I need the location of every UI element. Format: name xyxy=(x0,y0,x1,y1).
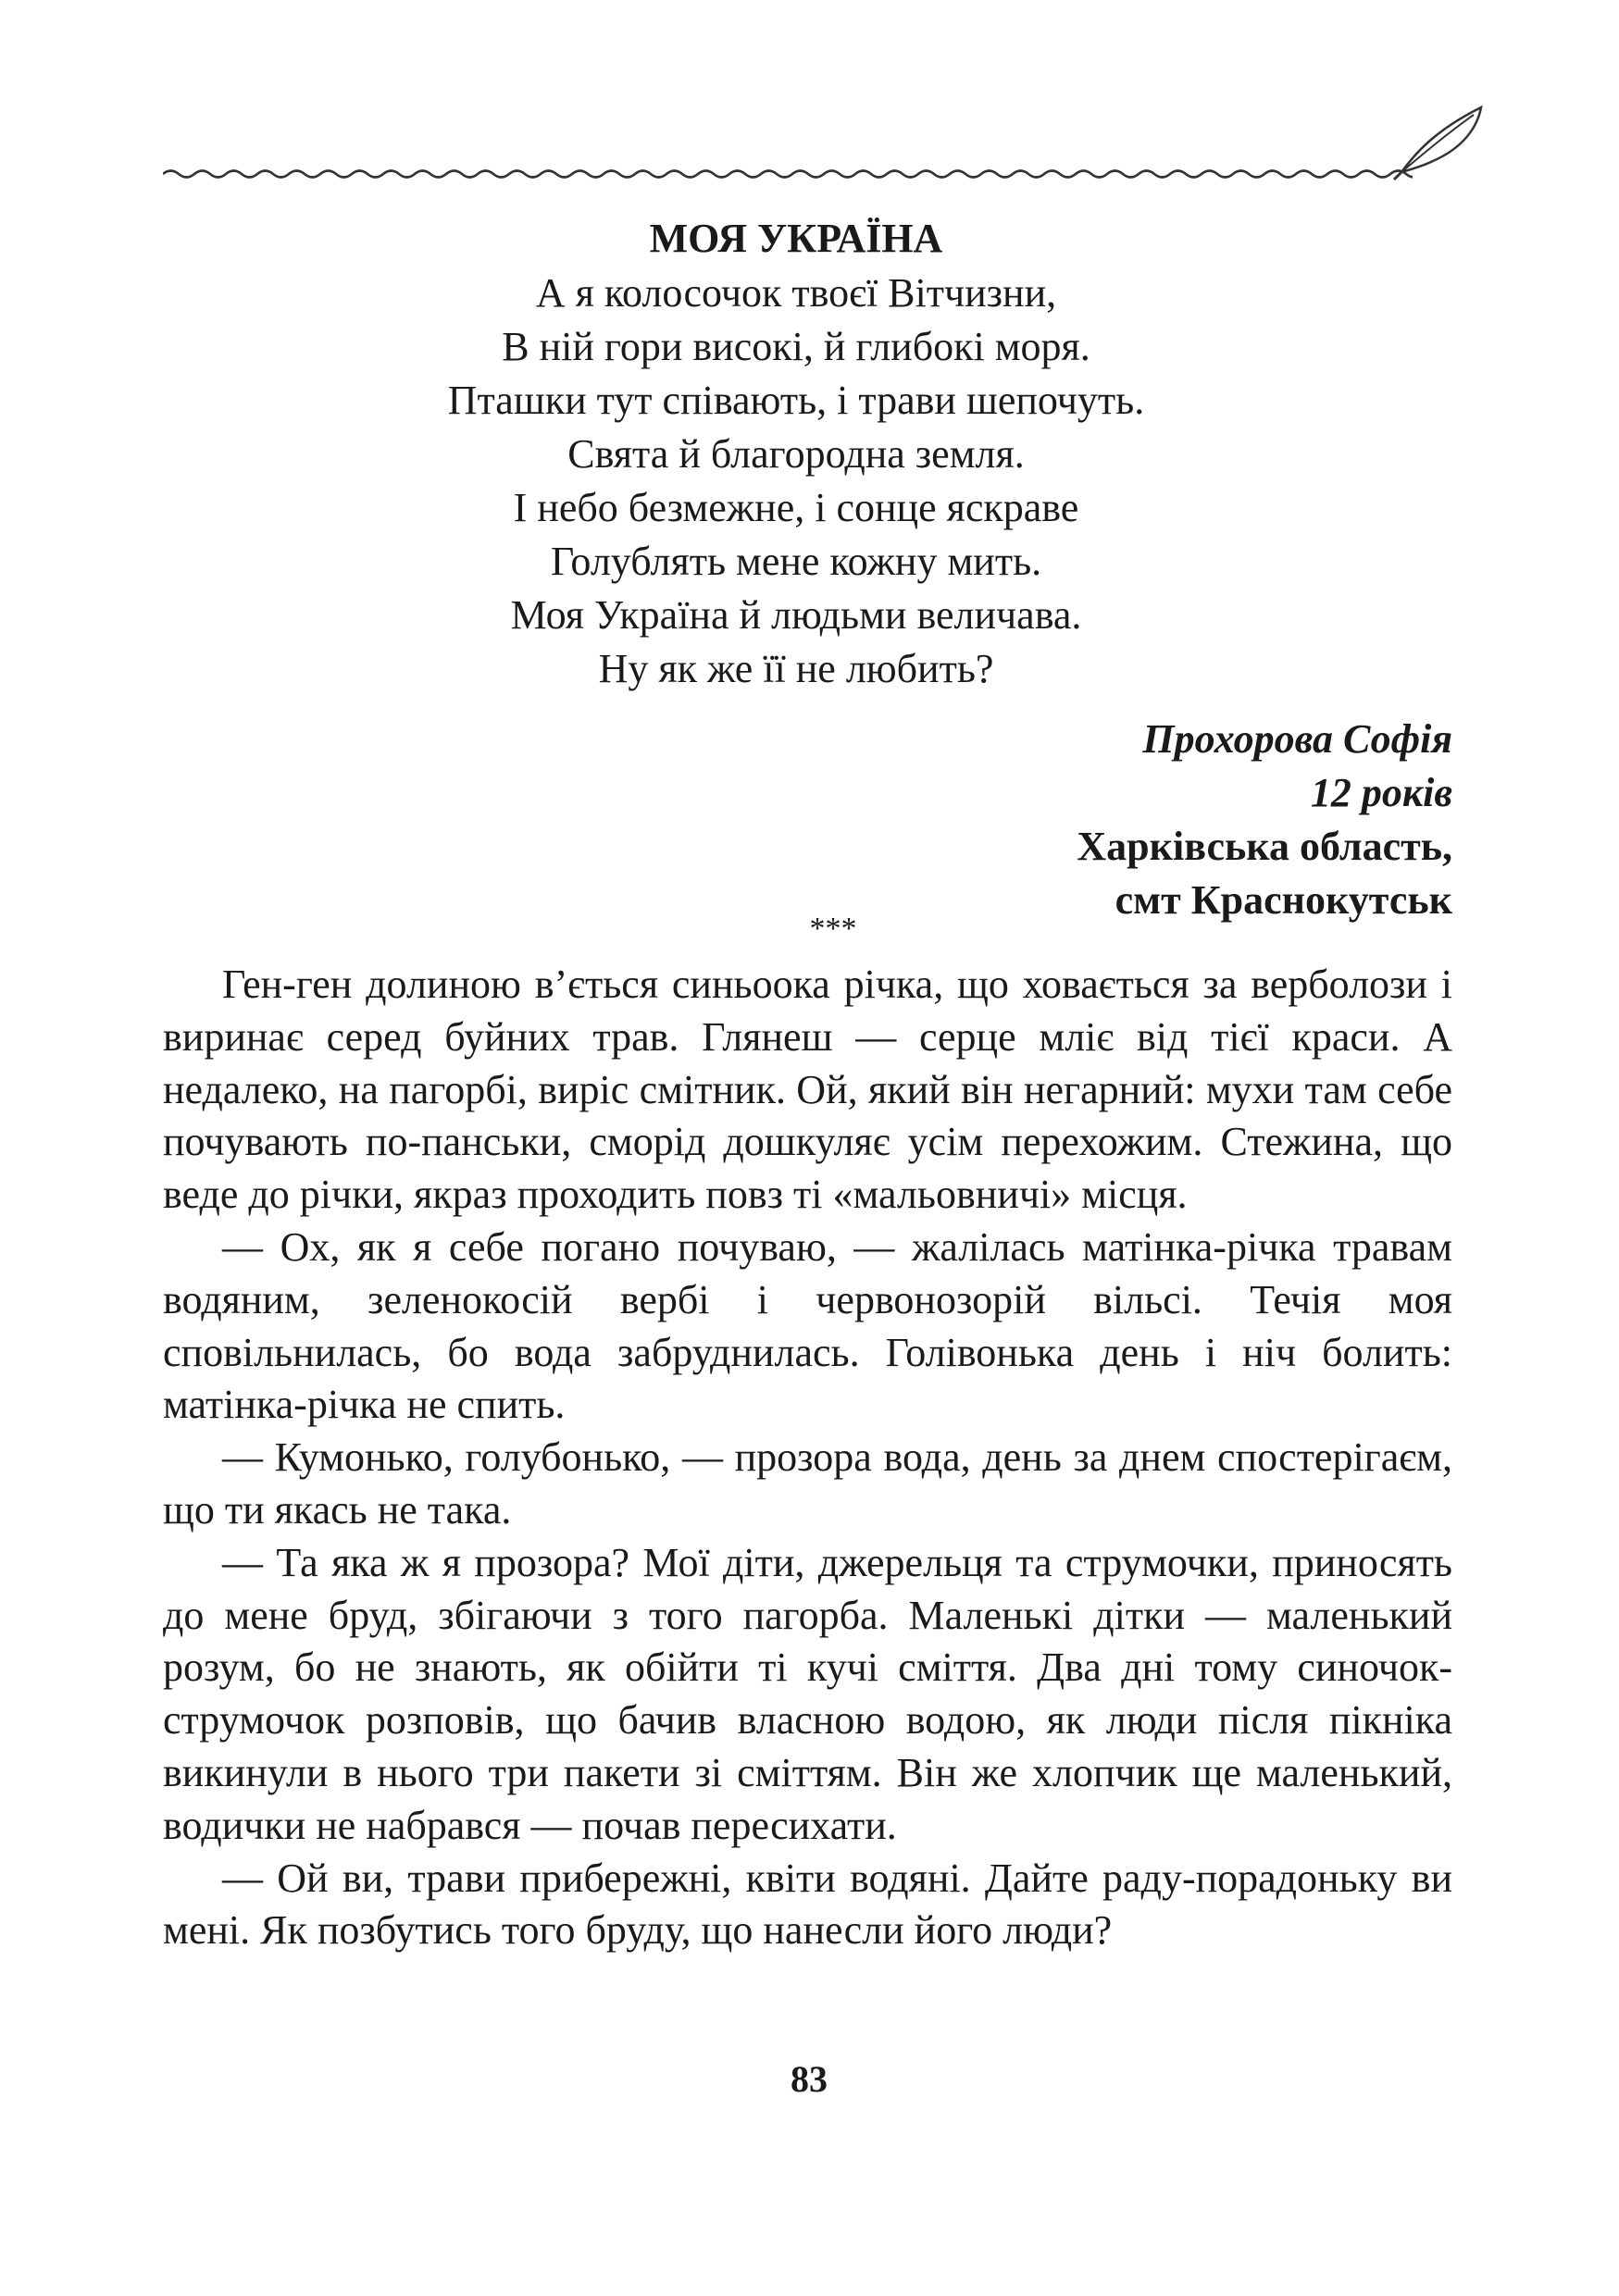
author-town: смт Краснокутськ xyxy=(1115,877,1452,923)
author-signature xyxy=(804,713,1452,927)
story-text xyxy=(163,959,1452,1957)
paragraph: Ген-ген долиною в’ється синьоока річка, що ховається за верболози і виринає серед буйних трав. Глянеш — серце мліє від тієї краси. А недалеко, на пагорбі, виріс смітник. Ой, який він негарний: мухи там себе почувають по-панськи, сморід дошкуляє усім перехожим. Стежина, що веде до річки, якраз проходить повз ті «мальовничі» місця. xyxy=(163,962,1452,1218)
poem-body xyxy=(185,267,1407,696)
author-region: Харківська область, xyxy=(1077,824,1452,869)
section-separator: *** xyxy=(809,912,857,946)
poem-line: Моя Україна й людьми величава. xyxy=(510,592,1082,638)
poem-title: МОЯ УКРАЇНА xyxy=(649,216,943,261)
poem-line: І небо безмежне, і сонце яскраве xyxy=(513,485,1079,530)
poem-line: Ну як же її не любить? xyxy=(598,646,994,691)
poem-line: Голублять мене кожну мить. xyxy=(550,539,1042,584)
poem-line: Пташки тут співають, і трави шепочуть. xyxy=(447,378,1145,423)
author-name: Прохорова Софія xyxy=(1142,716,1452,762)
paragraph: — Ох, як я себе погано почуваю, — жалілась матінка-річка травам водяним, зеленокосій вербі і червонозорій вільсі. Течія моя сповільнилась, бо вода забруднилась. Голівонька день і ніч болить: матінка-річка не спить. xyxy=(163,1223,1452,1428)
paragraph: — Ой ви, трави прибережні, квіти водяні. Дайте раду-порадоньку ви мені. Як позбутись того бруду, що нанесли його люди? xyxy=(163,1855,1452,1954)
paragraph: — Та яка ж я прозора? Мої діти, джерельця та струмочки, приносять до мене бруд, збігаючи з того пагорба. Маленькі дітки — маленький розум, бо не знають, як обійти ті кучі сміття. Два дні тому синочок-струмочок розповів, що бачив власною водою, як люди після пікніка викинули в нього три пакети зі сміттям. Він же хлопчик ще маленький, водички не набрався — почав пересихати. xyxy=(163,1539,1452,1848)
poem-line: Свята й благородна земля. xyxy=(567,431,1025,477)
poem-line: А я колосочок твоєї Вітчизни, xyxy=(535,270,1057,316)
author-age: 12 років xyxy=(1310,770,1452,815)
wavy-divider xyxy=(163,155,1413,192)
poem-line: В ній гори високі, й глибокі моря. xyxy=(502,324,1090,369)
paragraph: — Кумонько, голубонько, — прозора вода, день за днем спостерігаєм, що ти якась не така. xyxy=(163,1434,1452,1533)
quill-pen-icon xyxy=(1389,100,1490,183)
page-number: 83 xyxy=(791,2058,828,2100)
